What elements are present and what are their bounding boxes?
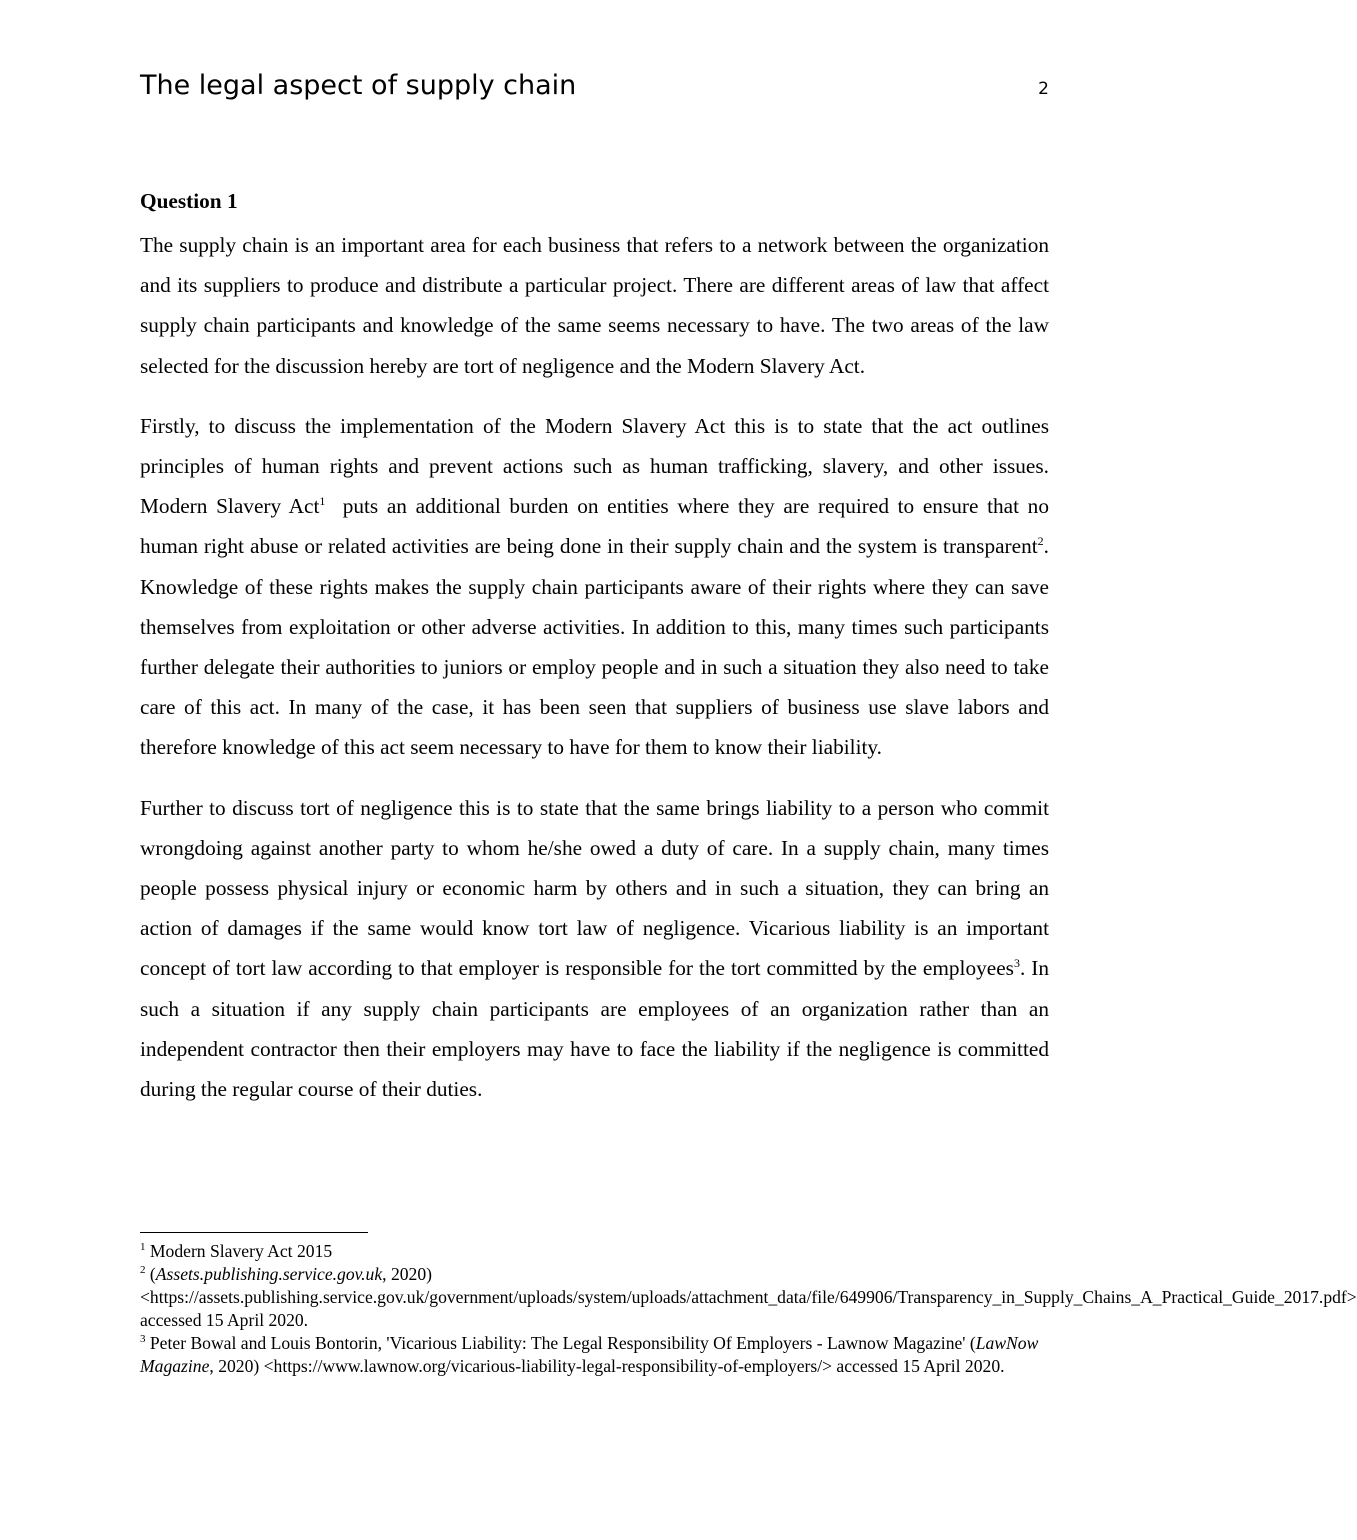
footnote-text: , 2020) <https://assets.publishing.service.gov.uk/government/uploads/system/uploads/attachment_data/file/649906/Transparency_in_Supply_Chains_A_Practical_Guide_2017.pdf> accessed 15 April 2020. [140, 1264, 1357, 1330]
footnote-2 [140, 1263, 1357, 1332]
footnote-separator [140, 1232, 368, 1233]
footnote-number: 1 [140, 1241, 146, 1254]
section-heading: Question 1 [140, 189, 238, 213]
footnote-text: Peter Bowal and Louis Bontorin, 'Vicarious Liability: The Legal Responsibility Of Employers - Lawnow Magazine' ( [145, 1333, 976, 1353]
footnote-source-title: LawNow Magazine [140, 1333, 1039, 1376]
footnote-ref-1[interactable]: 1 [319, 494, 326, 509]
paragraph-text: Further to discuss tort of negligence this is to state that the same brings liability to a person who commit wrongdoing against another party to whom he/she owed a duty of care. In a supply chain, many times people possess physical injury or economic harm by others and in such a situation, they can bring an action of damages if the same would know tort law of negligence. Vicarious liability is an important concept of tort law according to that employer is responsible for the tort committed by the employees [140, 795, 1049, 981]
paragraph-modern-slavery [140, 406, 1055, 768]
paragraph-negligence [140, 788, 1049, 1110]
footnote-ref-3[interactable]: 3 [1013, 956, 1020, 971]
paragraph-text: Firstly, to discuss the implementation of the Modern Slavery Act this is to state that the act outlines principles of human rights and prevent actions such as human trafficking, slavery, and other issues. Modern Slavery Act [140, 413, 1049, 519]
footnote-text: ( [145, 1264, 156, 1284]
footnote-ref-2[interactable]: 2 [1037, 534, 1044, 549]
paragraph-intro: The supply chain is an important area for each business that refers to a network between the organization and its suppliers to produce and distribute a particular project. There are different areas of law that affect supply chain participants and knowledge of the same seems necessary to have. The two areas of the law selected for the discussion hereby are tort of negligence and the Modern Slavery Act. [140, 233, 1049, 378]
page-header-title: The legal aspect of supply chain [140, 70, 577, 101]
footnote-text: Modern Slavery Act 2015 [145, 1241, 333, 1261]
footnote-3 [140, 1332, 1049, 1378]
paragraph-text: . In such a situation if any supply chain participants are employees of an organization rather than an independent contractor then their employers may have to face the liability if the negligence is committed during the regular course of their duties. [140, 956, 1049, 1102]
footnote-number: 3 [140, 1333, 146, 1346]
footnote-source-title: Assets.publishing.service.gov.uk [155, 1264, 383, 1284]
footnote-number: 2 [140, 1264, 146, 1277]
footnote-text: , 2020) <https://www.lawnow.org/vicarious-liability-legal-responsibility-of-employers/> accessed 15 April 2020. [209, 1356, 1005, 1376]
paragraph-text: puts an additional burden on entities where they are required to ensure that no human right abuse or related activities are being done in their supply chain and the system is transparent [140, 494, 1055, 559]
document-body [140, 185, 1055, 1129]
footnote-1 [140, 1240, 1049, 1263]
paragraph-text: . Knowledge of these rights makes the supply chain participants aware of their rights where they can save themselves from exploitation or other adverse activities. In addition to this, many times such participants further delegate their authorities to juniors or employ people and in such a situation they also need to take care of this act. In many of the case, it has been seen that suppliers of business use slave labors and therefore knowledge of this act seem necessary to have for them to know their liability. [140, 534, 1049, 760]
page-number: 2 [1038, 79, 1049, 99]
footnotes [140, 1240, 1357, 1378]
